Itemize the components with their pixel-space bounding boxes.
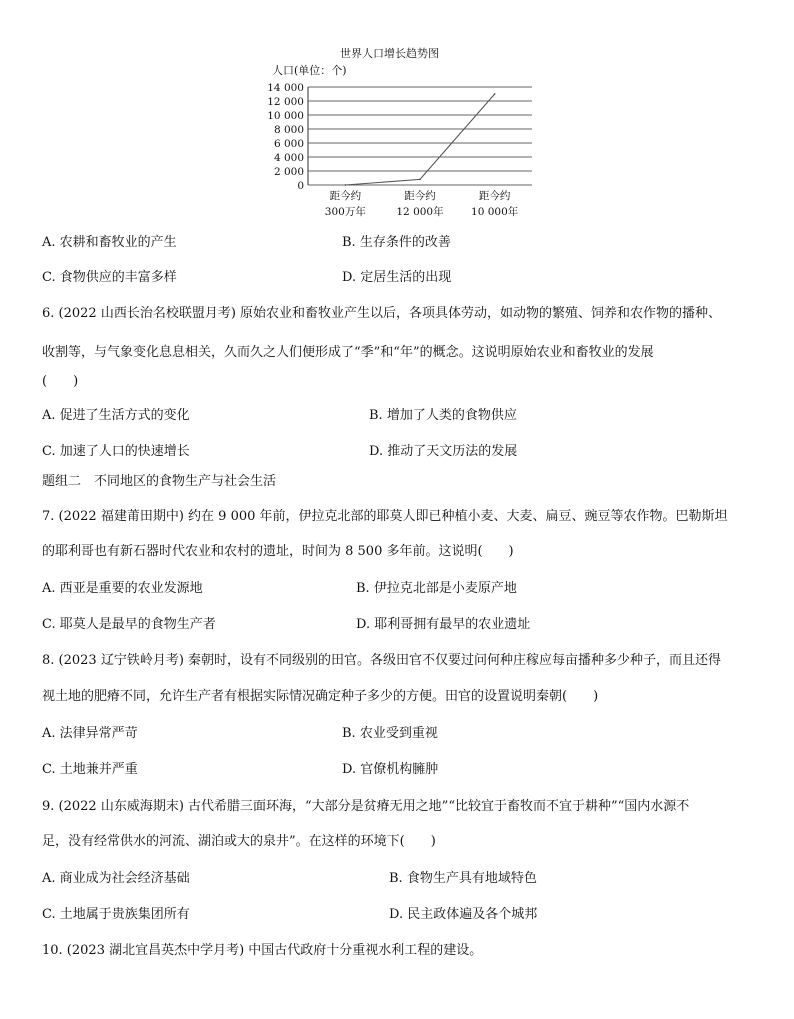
q5-option-a[interactable]: A. 农耕和畜牧业的产生 xyxy=(42,235,177,250)
q7-option-a[interactable]: A. 西亚是重要的农业发源地 xyxy=(42,581,203,596)
q7-stem-line2: 的耶利哥也有新石器时代农业和农村的遗址，时间为 8 500 多年前。这说明( ) xyxy=(42,544,514,559)
data-point xyxy=(419,179,421,181)
q6-option-a[interactable]: A. 促进了生活方式的变化 xyxy=(42,408,190,423)
q7-option-b[interactable]: B. 伊拉克北部是小麦原产地 xyxy=(356,581,517,596)
q10-stem-line1: 10. (2023 湖北宜昌英杰中学月考) 中国古代政府十分重视水利工程的建设。 xyxy=(42,943,483,958)
q9-stem-line1: 9. (2022 山东威海期末) 古代希腊三面环海，“大部分是贫瘠无用之地”“比较宜于畜牧而不宜于耕种”“国内水源不 xyxy=(42,799,690,814)
q8-option-c[interactable]: C. 土地兼并严重 xyxy=(42,762,138,777)
y-tick-label: 0 xyxy=(297,180,304,192)
y-tick-label: 4 000 xyxy=(273,152,304,164)
q5-option-b[interactable]: B. 生存条件的改善 xyxy=(342,235,451,250)
q9-option-a[interactable]: A. 商业成为社会经济基础 xyxy=(42,871,190,886)
data-point xyxy=(344,184,346,186)
q6-option-c[interactable]: C. 加速了人口的快速增长 xyxy=(42,444,190,459)
y-tick-label: 10 000 xyxy=(267,110,304,122)
y-axis-label: 人口(单位：个) xyxy=(272,64,347,77)
y-tick-label: 8 000 xyxy=(273,124,304,136)
y-tick-label: 12 000 xyxy=(267,96,304,108)
q8-option-d[interactable]: D. 官僚机构臃肿 xyxy=(342,762,439,777)
q6-stem-line1: 6. (2022 山西长治名校联盟月考) 原始农业和畜牧业产生以后，各项具体劳动，如动物的繁殖、饲养和农作物的播种、 xyxy=(42,306,722,321)
x-tick-label: 距今约 12 000年 xyxy=(396,190,444,218)
q7-option-c[interactable]: C. 耶莫人是最早的食物生产者 xyxy=(42,617,216,632)
q7-option-d[interactable]: D. 耶利哥拥有最早的农业遗址 xyxy=(356,617,531,632)
section-title: 题组二 不同地区的食物生产与社会生活 xyxy=(42,474,277,489)
chart-title: 世界人口增长趋势图 xyxy=(340,47,439,60)
q5-option-d[interactable]: D. 定居生活的出现 xyxy=(342,270,452,285)
q9-stem-line2: 足，没有经常供水的河流、湖泊或大的泉井”。在这样的环境下( ) xyxy=(42,834,436,849)
q6-option-d[interactable]: D. 推动了天文历法的发展 xyxy=(369,444,518,459)
x-tick-label: 距今约 10 000年 xyxy=(471,190,519,218)
y-tick-label: 14 000 xyxy=(267,82,304,94)
population-chart xyxy=(262,40,542,230)
q8-option-b[interactable]: B. 农业受到重视 xyxy=(342,726,438,741)
q8-stem-line2: 视土地的肥瘠不同，允许生产者有根据实际情况确定种子多少的方便。田官的设置说明秦朝( ) xyxy=(42,689,599,704)
q7-stem-line1: 7. (2022 福建莆田期中) 约在 9 000 年前，伊拉克北部的耶莫人即已种植小麦、大麦、扁豆、豌豆等农作物。巴勒斯坦 xyxy=(42,509,728,524)
q5-option-c[interactable]: C. 食物供应的丰富多样 xyxy=(42,270,177,285)
q6-option-b[interactable]: B. 增加了人类的食物供应 xyxy=(369,408,517,423)
y-tick-label: 6 000 xyxy=(273,138,304,150)
q9-option-c[interactable]: C. 土地属于贵族集团所有 xyxy=(42,907,190,922)
q6-answer-blank: ( ) xyxy=(42,374,79,389)
y-tick-label: 2 000 xyxy=(273,166,304,178)
x-tick-label: 距今约 300万年 xyxy=(324,190,366,218)
data-point xyxy=(494,93,496,95)
q6-stem-line2: 收割等，与气象变化息息相关，久而久之人们便形成了“季”和“年”的概念。这说明原始农业和畜牧业的发展 xyxy=(42,345,654,360)
q8-option-a[interactable]: A. 法律异常严苛 xyxy=(42,726,138,741)
q9-option-b[interactable]: B. 食物生产具有地域特色 xyxy=(389,871,537,886)
population-line-chart xyxy=(262,40,542,230)
q8-stem-line1: 8. (2023 辽宁铁岭月考) 秦朝时，设有不同级别的田官。各级田官不仅要过问何种庄稼应每亩播种多少种子，而且还得 xyxy=(42,653,722,668)
q9-option-d[interactable]: D. 民主政体遍及各个城邦 xyxy=(389,907,538,922)
